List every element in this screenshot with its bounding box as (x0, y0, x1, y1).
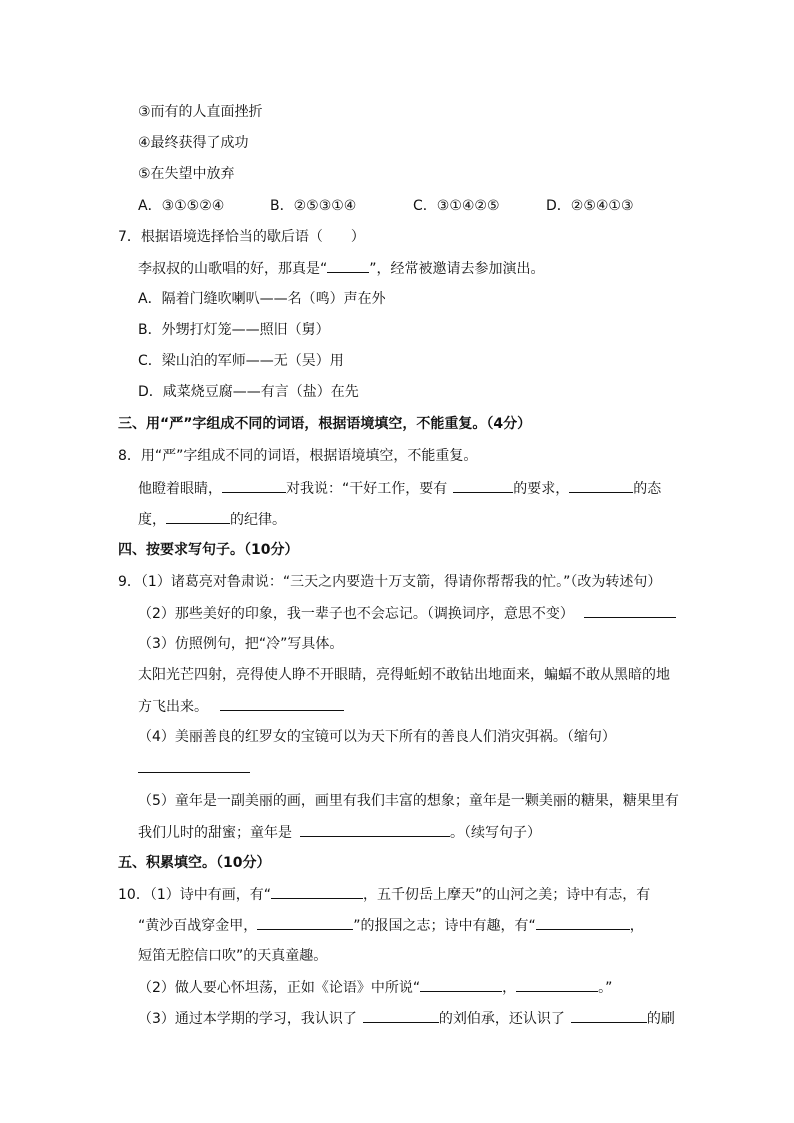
answer-blank[interactable] (257, 915, 353, 930)
q6-choice-c: C．③①④②⑤ (413, 198, 500, 214)
q7-sentence-end: ”，经常被邀请去参加演出。 (369, 261, 545, 277)
q10-text-e: ， (629, 918, 644, 934)
q6-choice-b: B．②⑤③①④ (270, 198, 357, 214)
q9-part-5-line-2 (138, 822, 541, 843)
q7-option-b: B．外甥打灯笼——照旧（舅） (138, 322, 330, 338)
q7-stem: 7．根据语境选择恰当的歇后语（ ） (118, 229, 365, 245)
q8-text-b: 对我说：“干好工作，要有 (286, 481, 448, 497)
q6-choice-d: D．②⑤④①③ (546, 198, 634, 214)
q8-text-c: 的要求， (513, 481, 570, 497)
q9-part-5-text-b: 。（续写句子） (450, 825, 541, 841)
q9-example-line-2 (138, 696, 344, 717)
q10-text-i: （3）通过本学期的学习，我认识了 (138, 1011, 357, 1027)
q8-line-2 (138, 509, 286, 530)
q6-choice-a: A．③①⑤②④ (138, 198, 225, 214)
answer-blank[interactable] (138, 758, 250, 773)
q7-option-d: D．咸菜烧豆腐——有言（盐）在先 (138, 384, 359, 400)
q8-stem: 8．用“严”字组成不同的词语，根据语境填空，不能重复。 (118, 448, 478, 464)
q10-text-b: ，五千仞岳上摩天”的山河之美；诗中有志，有 (362, 887, 651, 903)
section-3-title: 三、用“严”字组成不同的词语，根据语境填空，不能重复。（4分） (118, 416, 532, 432)
q8-text-d: 的态 (633, 481, 662, 497)
answer-blank[interactable] (166, 509, 230, 524)
answer-blank[interactable] (363, 1008, 439, 1023)
q8-text-a: 他瞪着眼睛， (138, 481, 222, 497)
q7-option-c: C．梁山泊的军师——无（吴）用 (138, 353, 344, 369)
answer-blank[interactable] (571, 1008, 647, 1023)
answer-blank[interactable] (453, 478, 513, 493)
answer-blank[interactable] (420, 977, 502, 992)
q10-line-1 (118, 884, 650, 905)
q8-text-f: 的纪律。 (230, 512, 286, 528)
q9-part-2 (138, 603, 676, 624)
q10-text-j: 的刘伯承，还认识了 (438, 1011, 565, 1027)
q7-option-a: A．隔着门缝吹喇叭——名（鸣）声在外 (138, 291, 386, 307)
answer-blank[interactable] (327, 258, 369, 273)
q10-text-h: 。” (598, 980, 613, 996)
q7-sentence (138, 258, 545, 279)
section-4-title: 四、按要求写句子。（10分） (118, 542, 299, 558)
q10-text-d: ”的报国之志；诗中有趣，有“ (353, 918, 536, 934)
answer-blank[interactable] (569, 478, 633, 493)
q10-text-a: 10．（1）诗中有画，有“ (118, 887, 271, 903)
answer-blank[interactable] (584, 603, 676, 618)
answer-blank[interactable] (536, 915, 630, 930)
answer-blank[interactable] (271, 884, 363, 899)
q9-part-2-text: （2）那些美好的印象，我一辈子也不会忘记。（调换词序，意思不变） (138, 606, 574, 622)
q9-part-4-answer (138, 758, 250, 779)
option-3: ③而有的人直面挫折 (138, 104, 263, 120)
option-4: ④最终获得了成功 (138, 135, 249, 151)
q10-text-f: （2）做人要心怀坦荡，正如《论语》中所说“ (138, 980, 421, 996)
q8-text-e: 度， (138, 512, 166, 528)
q9-example-line-1: 太阳光芒四射，亮得使人睁不开眼睛，亮得蚯蚓不敢钻出地面来，蝙蝠不敢从黑暗的地 (138, 667, 670, 683)
q9-part-5-text-a: 我们儿时的甜蜜；童年是 (138, 825, 292, 841)
q10-text-g: ， (502, 980, 517, 996)
q10-text-k: 的刷 (646, 1011, 675, 1027)
q10-line-4 (138, 977, 612, 998)
q9-example-end: 方飞出来。 (138, 699, 208, 715)
q10-line-2 (138, 915, 644, 936)
q10-line-3: 短笛无腔信口吹”的天真童趣。 (138, 948, 328, 964)
q9-part-5-line-1: （5）童年是一副美丽的画，画里有我们丰富的想象；童年是一颗美丽的糖果，糖果里有 (138, 793, 679, 809)
option-5: ⑤在失望中放弃 (138, 166, 235, 182)
q9-part-4: （4）美丽善良的红罗女的宝镜可以为天下所有的善良人们消灾弭祸。（缩句） (138, 729, 616, 745)
answer-blank[interactable] (220, 696, 344, 711)
answer-blank[interactable] (300, 822, 450, 837)
q9-part-3: （3）仿照例句，把“冷”写具体。 (138, 636, 344, 652)
q8-line-1 (138, 478, 661, 499)
answer-blank[interactable] (222, 478, 286, 493)
q7-sentence-start: 李叔叔的山歌唱的好，那真是“ (138, 261, 328, 277)
q10-text-c: “黄沙百战穿金甲， (138, 918, 258, 934)
section-5-title: 五、积累填空。（10分） (118, 855, 271, 871)
answer-blank[interactable] (516, 977, 598, 992)
q10-line-5 (138, 1008, 675, 1029)
q9-part-1: 9．（1）诸葛亮对鲁肃说：“三天之内要造十万支箭，得请你帮帮我的忙。”（改为转述句） (118, 574, 662, 590)
